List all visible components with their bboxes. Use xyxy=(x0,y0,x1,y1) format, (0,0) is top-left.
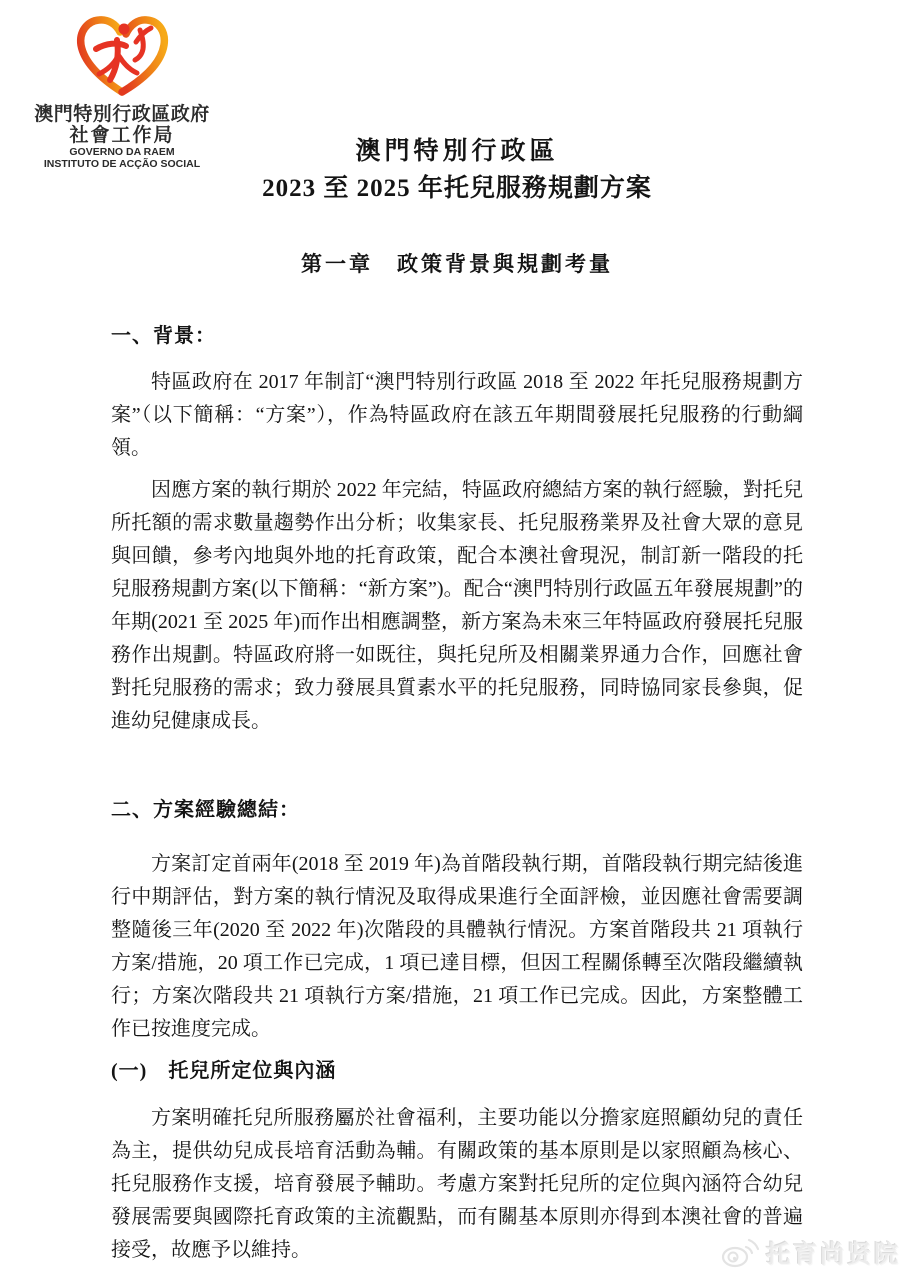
section-background xyxy=(111,320,803,738)
paragraph: 方案明確托兒所服務屬於社會福利，主要功能以分擔家庭照顧幼兒的責任為主，提供幼兒成長培育活動為輔。有關政策的基本原則是以家照顧為核心、托兒服務作支援，培育發展予輔助。考慮方案對托兒所的定位與內涵符合幼兒發展需要與國際托育政策的主流觀點，而有關基本原則亦得到本澳社會的普遍接受，故應予以維持。 xyxy=(111,1107,803,1261)
paragraph: 特區政府在 2017 年制訂“澳門特別行政區 2018 至 2022 年托兒服務規劃方案”（以下簡稱：“方案”），作為特區政府在該五年期間發展托兒服務的行動綱領。 xyxy=(111,371,803,459)
weibo-icon xyxy=(720,1235,762,1269)
org-name-pt-line2: INSTITUTO DE ACÇÃO SOCIAL xyxy=(43,158,201,170)
chapter-heading: 第一章 政策背景與規劃考量 xyxy=(301,252,613,276)
org-name-zh-line2: 社會工作局 xyxy=(69,125,175,146)
ias-heart-logo-icon xyxy=(74,12,170,98)
subsection-heading-positioning: (一) 托兒所定位與內涵 xyxy=(111,1060,337,1082)
paragraph: 因應方案的執行期於 2022 年完結，特區政府總結方案的執行經驗，對托兒所托額的需求數量趨勢作出分析；收集家長、托兒服務業界及社會大眾的意見與回饋，參考內地與外地的托育政策，配合本澳社會現況，制訂新一階段的托兒服務規劃方案(以下簡稱：“新方案”)。配合“澳門特別行政區五年發展規劃”的年期(2021 至 2025 年)而作出相應調整，新方案為未來三年特區政府發展托兒服務作出規劃。特區政府將一如既往，與托兒所及相關業界通力合作，回應社會對托兒服務的需求；致力發展具質素水平的托兒服務，同時協同家長參與，促進幼兒健康成長。 xyxy=(111,479,803,732)
org-name-zh-line1: 澳門特別行政區政府 xyxy=(34,104,210,125)
section-heading-experience-summary: 二、方案經驗總結： xyxy=(111,799,300,821)
title-line2: 2023 至 2025 年托兒服務規劃方案 xyxy=(262,175,652,202)
title-line1: 澳門特別行政區 xyxy=(355,138,559,165)
paragraph: 方案訂定首兩年(2018 至 2019 年)為首階段執行期，首階段執行期完結後進行中期評估，對方案的執行情況及取得成果進行全面評檢，並因應社會需要調整隨後三年(2020 至 2022 年)次階段的具體執行情況。方案首階段共 21 項執行方案/措施，20 項工作已完成，1 項已達目標，但因工程關係轉至次階段繼續執行；方案次階段共 21 項執行方案/措施，21 項工作已完成。因此，方案整體工作已按進度完成。 xyxy=(111,853,803,1040)
section-experience-summary xyxy=(111,794,803,1267)
document-body xyxy=(111,320,803,1276)
watermark xyxy=(720,1234,901,1269)
document-title xyxy=(111,136,803,205)
org-name-pt-line1: GOVERNO DA RAEM xyxy=(69,146,175,158)
watermark-text: 托育尚贤院 xyxy=(766,1241,901,1268)
section-heading-background: 一、背景： xyxy=(111,325,216,347)
